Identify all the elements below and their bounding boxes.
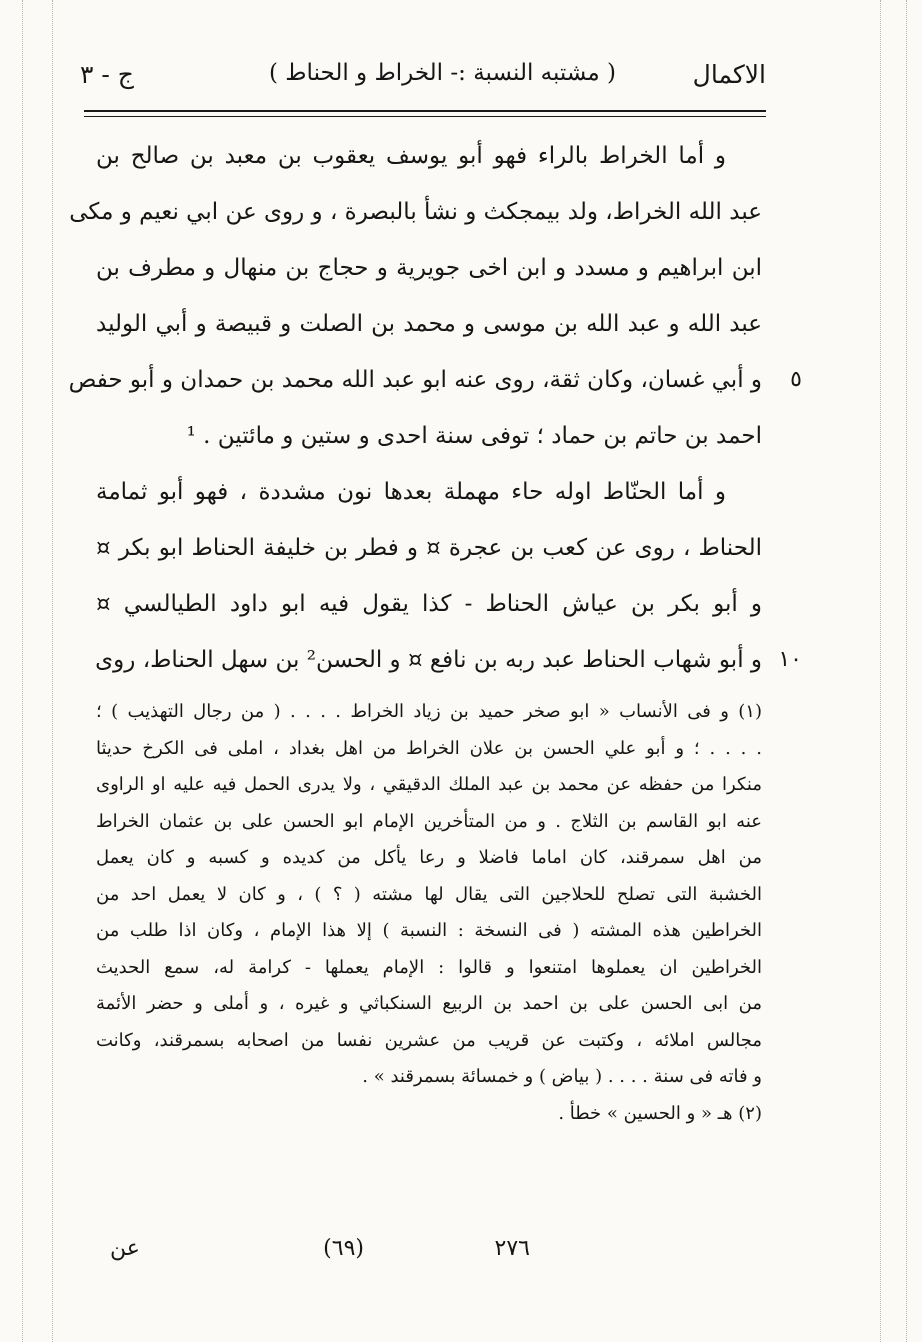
footnote-line: منكرا من حفظه عن محمد بن عبد الملك الدقيقي ، ولا يدرى الحمل فيه عليه او الراوى [96, 774, 762, 795]
text-line: و أما الحنّاط اوله حاء مهملة بعدها نون مشددة ، فهو أبو ثمامة [96, 479, 726, 505]
text-line: احمد بن حاتم بن حماد ؛ توفى سنة احدى و ستين و مائتين . ¹ [186, 423, 762, 449]
catchword: عن [110, 1236, 140, 1261]
footnote-line: من اهل سمرقند، كان اماما فاضلا و رعا يأكل من كديده و كسبه و كان يعمل [96, 847, 762, 868]
footnote-line: (٢) هـ « و الحسين » خطأ . [558, 1102, 762, 1124]
scan-margin-dots [880, 0, 881, 1342]
signature-mark: (٦٩) [323, 1236, 364, 1261]
footnotes [96, 694, 762, 1132]
footnote-line: من ابى الحسن على بن احمد بن الربيع السنكباثي و غيره ، و أملى و حضر الأئمة [96, 993, 762, 1014]
footnote-line: (١) و فى الأنساب « ابو صخر حميد بن زياد الخراط . . . . ( من رجال التهذيب ) ؛ [96, 701, 762, 722]
footnote-line: الخراطين ان يعملوها امتنعوا و قالوا : الإمام يعملها - كرامة له، سمع الحديث [96, 956, 762, 978]
header-rule-thin [84, 116, 766, 117]
text-line: و أبو بكر بن عياش الحناط - كذا يقول فيه ابو داود الطيالسي ¤ [96, 591, 762, 617]
footnote-line: الخشبة التى تصلح للحلاجين التى يقال لها مشته ( ؟ ) ، و كان لا يعمل احد من [96, 883, 762, 905]
footnote-line: . . . . ؛ و أبو علي الحسن بن علان الخراط من اهل بغداد ، املى فى الكرخ حديثا [96, 737, 762, 759]
page-footer [110, 1236, 530, 1266]
page-number: ٢٧٦ [494, 1236, 530, 1261]
line-number: ٥ [790, 367, 802, 392]
footnote-line: عنه ابو القاسم بن الثلاج . و من المتأخرين الإمام ابو الحسن على بن عثمان الخراط [96, 810, 762, 832]
scan-margin-dots [906, 0, 907, 1342]
scan-margin-dots [22, 0, 23, 1342]
footnote-line: و فاته فى سنة . . . . ( بياض ) و خمسائة بسمرقند » . [362, 1066, 762, 1087]
text-line: عبد الله الخراط، ولد بيمجكث و نشأ بالبصرة ، و روى عن ابي نعيم و مكى [69, 199, 762, 225]
volume-label: ج - ٣ [80, 60, 134, 89]
section-topic: ( مشتبه النسبة :- الخراط و الحناط ) [269, 60, 616, 86]
text-line: ١٠ و أبو شهاب الحناط عبد ربه بن نافع ¤ و الحسن² بن سهل الحناط، روى [96, 632, 762, 688]
book-title: الاكمال [692, 60, 766, 89]
line-number: ١٠ [778, 647, 802, 672]
text-line: ٥ و أبي غسان، وكان ثقة، روى عنه ابو عبد الله محمد بن حمدان و أبو حفص [96, 352, 762, 408]
main-text [68, 128, 802, 688]
footnote-line: مجالس املائه ، وكتبت عن قريب من عشرين نفسا من اصحابه بسمرقند، وكانت [96, 1029, 762, 1051]
page-header [80, 60, 766, 100]
text-line: و أما الخراط بالراء فهو أبو يوسف يعقوب بن معبد بن صالح بن [96, 143, 726, 169]
text-line: الحناط ، روى عن كعب بن عجرة ¤ و فطر بن خليفة الحناط ابو بكر ¤ [96, 535, 762, 561]
footnote-line: الخراطين هذه المشته ( فى النسخة : النسبة ) إلا هذا الإمام ، وكان اذا طلب من [96, 920, 762, 941]
text-line: ابن ابراهيم و مسدد و ابن اخى جويرية و حجاج بن منهال و مطرف بن [96, 255, 762, 281]
scan-margin-dots [52, 0, 53, 1342]
text-line: عبد الله و عبد الله بن موسى و محمد بن الصلت و قبيصة و أبي الوليد [96, 311, 762, 337]
header-rule [84, 110, 766, 112]
